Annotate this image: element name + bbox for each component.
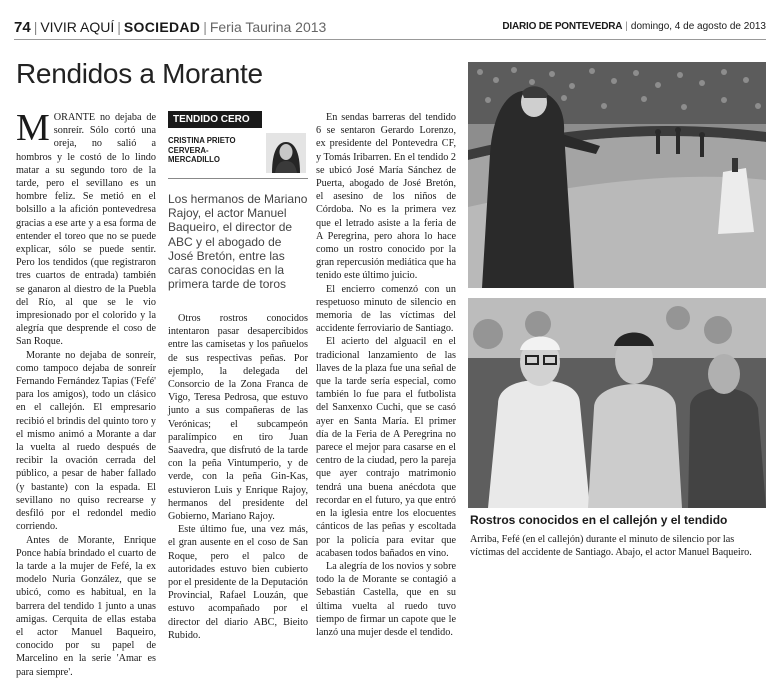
- author-portrait-icon: [266, 133, 306, 173]
- section-label: VIVIR AQUÍ: [40, 19, 115, 35]
- body-paragraph: El encierro comenzó con un respetuoso minuto de silencio en memoria de las víctimas del accidente ferroviario de Santiago.: [316, 283, 456, 335]
- photo-caption-title: Rostros conocidos en el callejón y el tendido: [470, 513, 728, 527]
- body-paragraph: Antes de Morante, Enrique Ponce había brindado el cuarto de la tarde a la mujer de Fefé, la ex modelo Nuria González, que se ubicó, como es habitual, en la barrera del tendido 1 junto a unas amigas. Cerquita de ellas estaba el actor Manuel Baqueiro, conocido por su papel de Marcelino en la serie 'Amar es para siempre'.: [16, 534, 156, 678]
- subsection-name: Feria Taurina 2013: [209, 19, 327, 35]
- body-paragraph: La alegría de los novios y sobre todo la de Morante se contagió a Sebastián Castella, que en su última vuelta al ruedo tuvo tiempo de firmar un capote que le lanzó una mujer desde el tendido.: [316, 560, 456, 638]
- bullring-photo: [468, 62, 766, 288]
- issue-date: domingo, 4 de agosto de 2013: [630, 21, 766, 32]
- column-box: [168, 111, 308, 165]
- photo-caption-text: Arriba, Fefé (en el callejón) durante el minuto de silencio por las víctimas del accidente de Santiago. Abajo, el actor Manuel Baqueiro.: [470, 534, 752, 559]
- drop-cap: M: [16, 107, 50, 149]
- pull-quote: Los hermanos de Mariano Rajoy, el actor Manuel Baqueiro, el director de ABC y el abogado de José Bretón, entre las caras conocidas en la primera tarde de toros: [168, 192, 308, 292]
- separator: |: [203, 19, 207, 35]
- body-paragraph: Otros rostros conocidos intentaron pasar desapercibidos entre las camisetas y los pañuelos de sus respectivas peñas. Por ejemplo, la delegada del Consorcio de la Zona Franca de Vigo, Teresa Pedrosa, que estuvo junto a sus compañeras de las Verónicas; el subcampeón paralímpico en tiro Juan Saavedra, que disfrutó de la tarde con la peña Vintumperio, y de verde, con la peña Gin-Kas, estuvieron Luis y Enrique Rajoy, hermanos del presidente del Gobierno, Mariano Rajoy.: [168, 313, 308, 523]
- crowd-photo: [468, 298, 766, 508]
- masthead-date: [502, 21, 766, 32]
- body-column-3: [316, 111, 456, 638]
- page-header: [14, 18, 766, 40]
- crowd-scene-image: [468, 298, 766, 508]
- body-paragraph: Morante no dejaba de sonreír, como tampoco dejaba de sonreír Fernando Fernández Tapias ('Fefé' para los amigos), todo un clásico en el callejón. El empresario recibió el brindis del quinto toro y el mismo animó a Morante a dar la vuelta al ruedo después de recibir la ovación cerrada del público, a pesar de haber fallado (y bastante) con la espada. El sevillano no quiso recrearse y desfiló por el redondel medio corriendo.: [16, 349, 156, 533]
- separator: |: [117, 19, 121, 35]
- article-headline: Rendidos a Morante: [16, 58, 263, 89]
- bullring-scene-image: [468, 62, 766, 288]
- body-column-2: [168, 312, 308, 641]
- column-title: TENDIDO CERO: [168, 111, 262, 128]
- separator: |: [33, 19, 38, 35]
- page-number: 74: [14, 19, 31, 36]
- divider: [168, 178, 308, 179]
- body-paragraph: Este último fue, una vez más, el gran ausente en el coso de San Roque, pero el palco de autoridades estuvo bien cubierto por el presidente de la Deputación Provincial, Rafael Louzán, que estuvo acompañado por el director del diario ABC, Bieito Rubido.: [168, 524, 308, 641]
- author-avatar: [266, 133, 306, 173]
- section-bar: [14, 18, 326, 37]
- paper-name: DIARIO DE PONTEVEDRA: [502, 21, 623, 32]
- body-paragraph: [16, 107, 156, 349]
- body-paragraph: El acierto del alguacil en el tradicional lanzamiento de las llaves de la plaza fue una señal de que la tarde sería especial, como también lo fue para el futbolista del Sanxenxo Cuchi, que se casó ayer en Santa María. El primer día de la Feria de A Peregrina no parece el mejor para casarse en el centro de la ciudad, pero la pareja que ayer contrajo matrimonio tendrá una buena anécdota que recordar en el futuro, ya que entró en la iglesia entre los elocuentes cánticos de las peñas y escoltada por la policía para evitar que acabasen todos bañados en vino.: [316, 336, 456, 559]
- body-column-1: [16, 107, 156, 678]
- paragraph-text: ORANTE no dejaba de sonreír. Sólo cortó una oreja, no salió a hombros y le costó de lo lindo matar a su segundo toro de la tarde, pero el sevillano es un hombre feliz. Se metió en el bolsillo a la afición pontevedresa gracias a ese arte y a esa forma de entender el toreo que no se puede explicar, sólo se puede sentir. Pero los tendidos (que registraron tres cuartos de entrada) también se ganaron al diestro de la Puebla del Río, al que se le vio impresionado por el colorido y la alegría que desprende el coso de San Roque.: [16, 112, 156, 348]
- column-author: CRISTINA PRIETO CERVERA-MERCADILLO: [168, 136, 236, 164]
- separator: |: [625, 21, 628, 32]
- body-paragraph: En sendas barreras del tendido 6 se sentaron Gerardo Lorenzo, ex presidente del Pontevedra CF, y Tomás Iribarren. En el tendido 2 se ubicó José María Sánchez de Puerta, abogado de José Bretón, el asesino de los niños de Córdoba. No es la primera vez que el letrado asiste a la feria de A Peregrina, pero ahora lo hace como un rostro conocido por la gran repercusión mediática que ha tenido este último juicio.: [316, 112, 456, 282]
- section-name: SOCIEDAD: [123, 19, 201, 35]
